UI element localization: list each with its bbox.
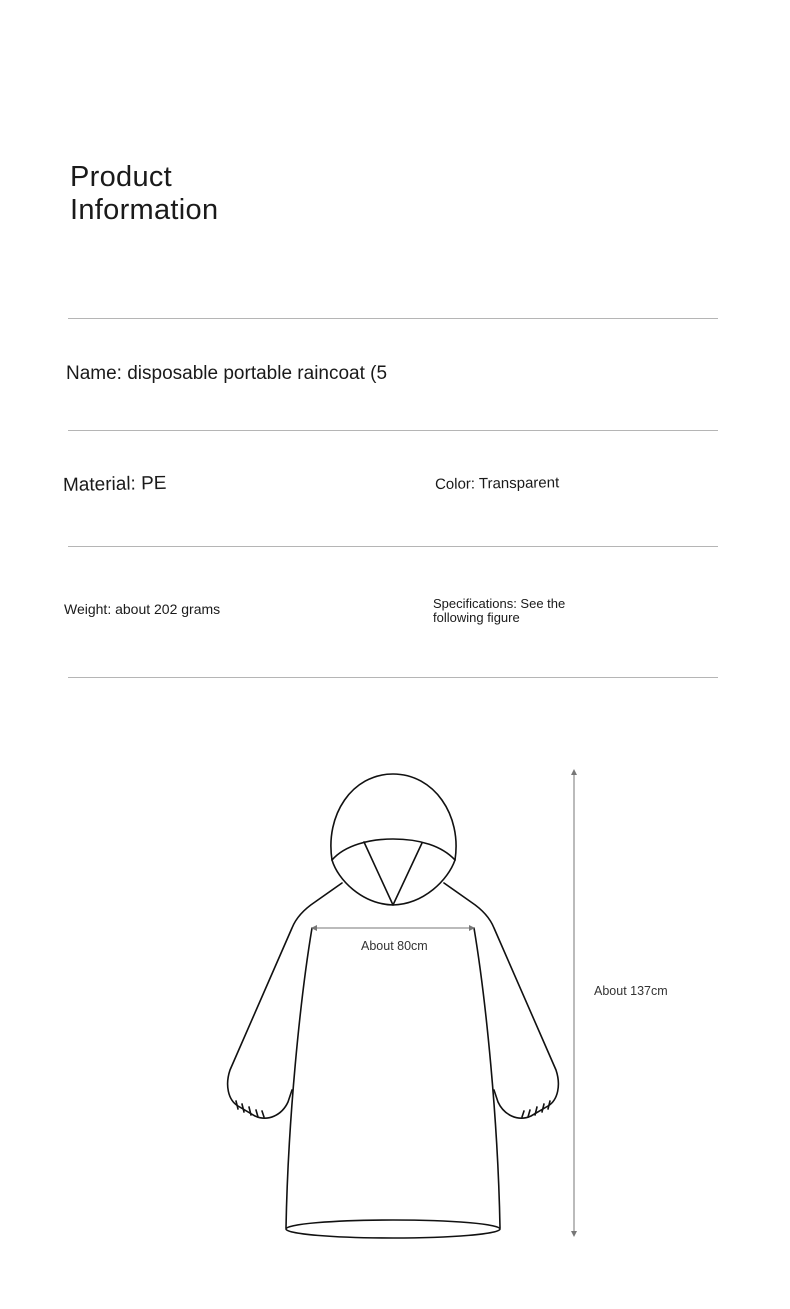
right-sleeve [444, 883, 558, 1118]
width-dimension-label: About 80cm [361, 939, 428, 953]
hem [286, 1220, 500, 1238]
hood-opening [332, 839, 455, 860]
product-material: Material: PE [62, 472, 167, 496]
product-name: Name: disposable portable raincoat (5 [66, 363, 388, 384]
body-left-side [286, 928, 312, 1228]
specifications-line-2: following figure [433, 610, 520, 625]
length-dimension-label: About 137cm [594, 984, 668, 998]
product-color: Color: Transparent [434, 474, 560, 493]
title-line-2: Information [70, 194, 219, 226]
specifications-line-1: Specifications: See the [433, 596, 566, 611]
title-line-1: Product [70, 161, 173, 193]
product-weight: Weight: about 202 grams [64, 601, 221, 617]
left-sleeve [228, 883, 342, 1118]
v-neck [364, 842, 422, 905]
left-cuff-marks [236, 1101, 264, 1117]
right-cuff-marks [522, 1101, 550, 1117]
collar [332, 860, 455, 905]
body-right-side [474, 928, 500, 1228]
